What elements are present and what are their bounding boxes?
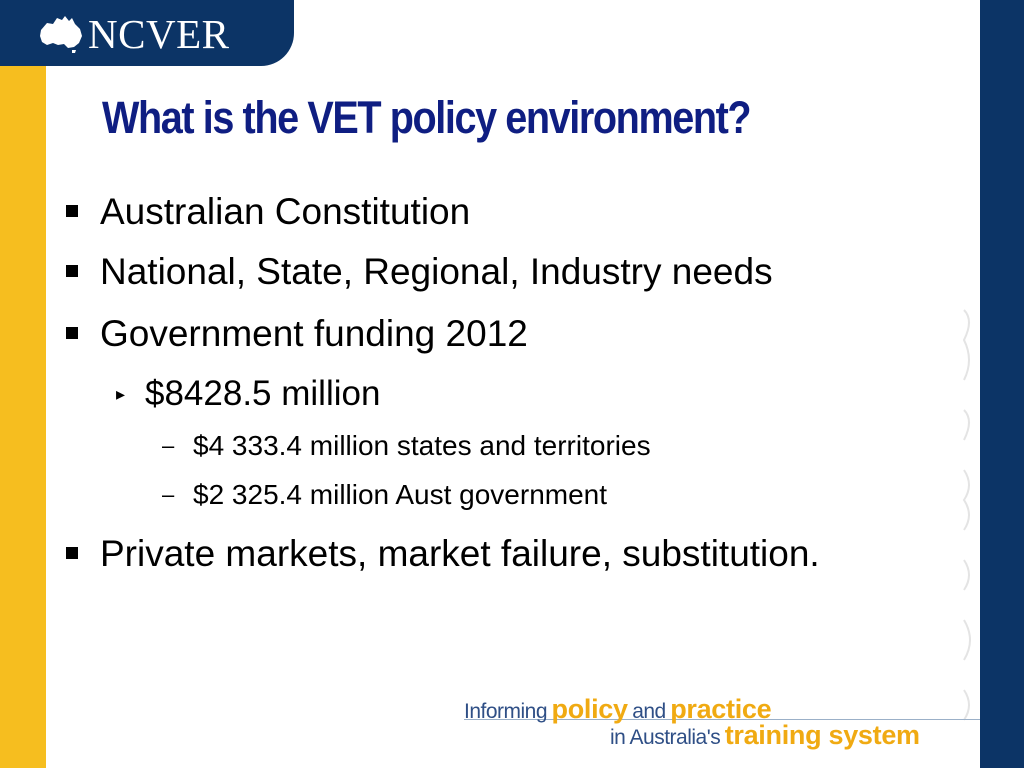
slide-title: What is the VET policy environment? — [102, 92, 751, 143]
right-accent-bar — [980, 0, 1024, 768]
sub-sub-bullet-text: $2 325.4 million Aust government — [193, 479, 608, 510]
dash-bullet-icon: – — [162, 433, 175, 458]
square-bullet-icon — [66, 265, 78, 277]
left-accent-bar — [0, 0, 46, 768]
tagline-line-2 — [610, 720, 920, 751]
bullet-item — [66, 190, 470, 234]
tagline-policy: policy — [551, 694, 628, 724]
bullet-text: National, State, Regional, Industry needs — [100, 251, 773, 292]
dash-bullet-icon: – — [162, 482, 175, 507]
bullet-item — [66, 532, 820, 576]
sub-sub-bullet-item — [162, 478, 607, 512]
logo-wordmark: NCVER — [88, 11, 230, 57]
square-bullet-icon — [66, 205, 78, 217]
footer-tagline — [464, 694, 980, 754]
sub-sub-bullet-text: $4 333.4 million states and territories — [193, 430, 651, 461]
sub-bullet-item — [116, 373, 380, 415]
tagline-in-australias: in Australia's — [610, 726, 721, 749]
triangle-bullet-icon: ▸ — [116, 384, 126, 404]
logo-tab — [0, 0, 294, 66]
tagline-practice: practice — [670, 694, 772, 724]
bullet-text: Australian Constitution — [100, 191, 471, 232]
square-bullet-icon — [66, 547, 78, 559]
tagline-and: and — [632, 700, 666, 723]
sub-bullet-text: $8428.5 million — [145, 374, 381, 413]
sub-sub-bullet-item — [162, 429, 651, 463]
watermark-pattern — [960, 300, 978, 740]
tagline-training-system: training system — [724, 720, 920, 750]
bullet-text: Private markets, market failure, substitution. — [100, 533, 820, 574]
bullet-item — [66, 250, 773, 294]
tagline-informing: Informing — [464, 700, 548, 723]
bullet-item — [66, 312, 528, 356]
square-bullet-icon — [66, 327, 78, 339]
australia-map-icon — [38, 14, 84, 54]
bullet-text: Government funding 2012 — [100, 313, 528, 354]
